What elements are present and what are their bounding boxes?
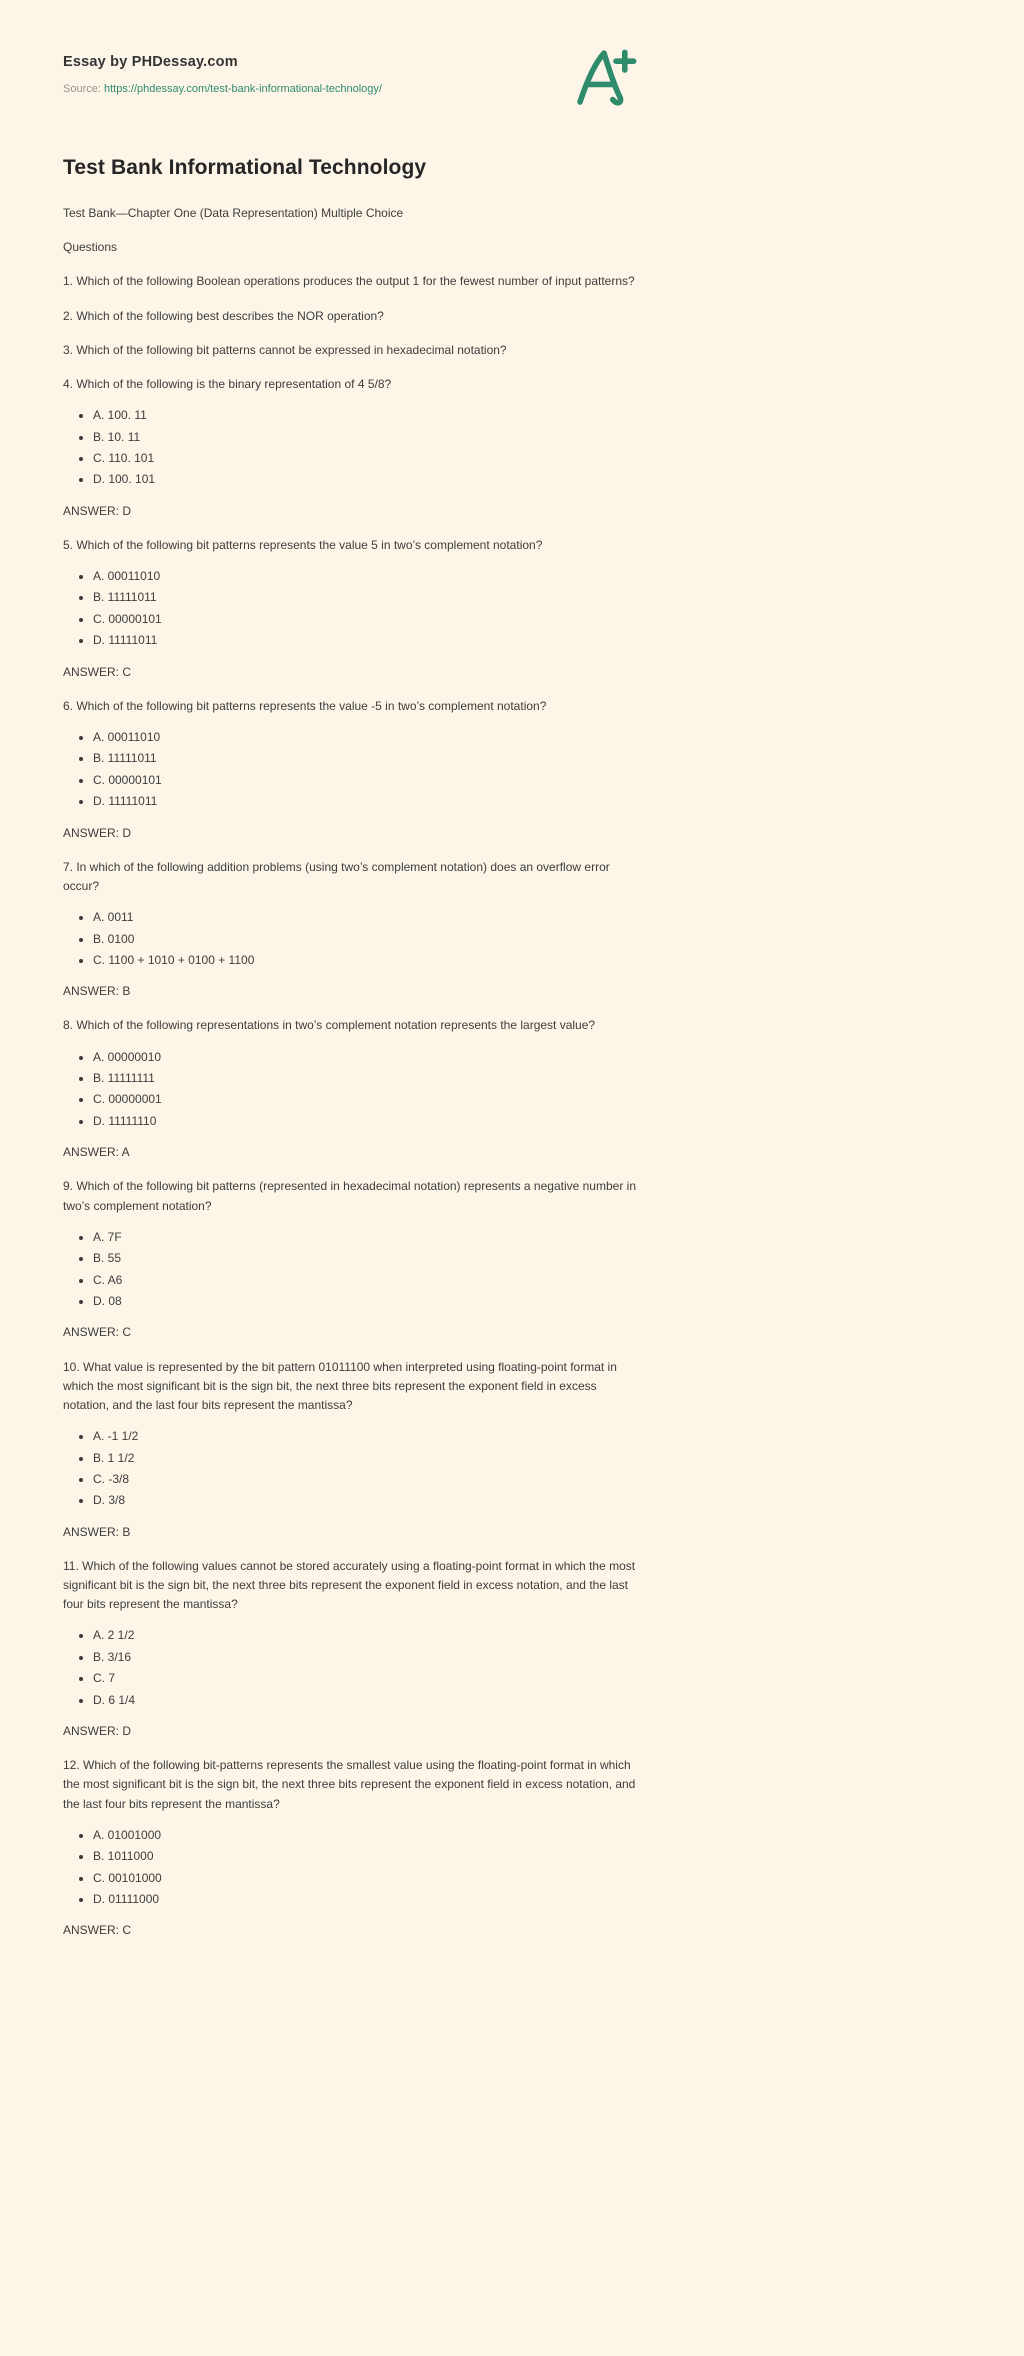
- option-item: • D. 6 1/4: [93, 1692, 643, 1709]
- option-item: • A. 7F: [93, 1229, 643, 1246]
- options-list: [63, 568, 643, 650]
- option-item: • B. 10. 11: [93, 429, 643, 446]
- option-item: • B. 11111111: [93, 1070, 643, 1087]
- option-item: • D. 08: [93, 1293, 643, 1310]
- question-text: 10. What value is represented by the bit pattern 01011100 when interpreted using floating-point format in which the most significant bit is the sign bit, the next three bits represent the exponent field in excess notation, and the last four bits represent the mantissa?: [63, 1359, 617, 1412]
- answer-text: ANSWER: B: [63, 1524, 131, 1539]
- phdessay-logo: [565, 46, 643, 110]
- option-item: • C. 1100 + 1010 + 0100 + 1100: [93, 952, 643, 969]
- options-list: [63, 1827, 643, 1909]
- option-item: • A. -1 1/2: [93, 1428, 643, 1445]
- option-item: • D. 01111000: [93, 1891, 643, 1908]
- option-item: • C. A6: [93, 1272, 643, 1289]
- source-link[interactable]: https://phdessay.com/test-bank-informational-technology/: [103, 83, 382, 95]
- option-item: • D. 11111011: [93, 632, 643, 649]
- option-item: • C. 00000101: [93, 772, 643, 789]
- option-item: • C. 00101000: [93, 1870, 643, 1887]
- option-item: • B. 11111011: [93, 589, 643, 606]
- option-item: • B. 55: [93, 1250, 643, 1267]
- option-item: • C. 00000001: [93, 1091, 643, 1108]
- option-item: • D. 11111110: [93, 1113, 643, 1130]
- option-item: • C. -3/8: [93, 1471, 643, 1488]
- option-item: • A. 00011010: [93, 729, 643, 746]
- answer-text: ANSWER: D: [63, 1723, 132, 1738]
- option-item: • A. 0011: [93, 909, 643, 926]
- option-item: • C. 7: [93, 1670, 643, 1687]
- answer-text: ANSWER: D: [63, 503, 132, 518]
- chapter-subtitle: Test Bank—Chapter One (Data Representation) Multiple Choice: [63, 206, 404, 220]
- question-text: 11. Which of the following values cannot be stored accurately using a floating-point format in which the most significant bit is the sign bit, the next three bits represent the exponent field in excess notation, and the last four bits represent the mantissa?: [63, 1558, 636, 1612]
- option-item: • B. 3/16: [93, 1649, 643, 1666]
- option-item: • C. 110. 101: [93, 450, 643, 467]
- page-title: Test Bank Informational Technology: [63, 156, 427, 179]
- a-plus-logo-icon: [565, 46, 643, 110]
- essay-byline-title: Essay by PHDessay.com: [63, 54, 238, 70]
- question-text: 1. Which of the following Boolean operations produces the output 1 for the fewest number of input patterns?: [63, 274, 635, 289]
- question-text: 6. Which of the following bit patterns represents the value -5 in two’s complement notation?: [63, 698, 547, 713]
- option-item: • B. 0100: [93, 931, 643, 948]
- header-text-block: [63, 46, 382, 95]
- options-list: [63, 1428, 643, 1510]
- question-text: 7. In which of the following addition problems (using two’s complement notation) does an overflow error occur?: [63, 859, 610, 893]
- options-list: [63, 909, 643, 969]
- question-text: 9. Which of the following bit patterns (represented in hexadecimal notation) represents a negative number in two’s complement notation?: [63, 1179, 636, 1213]
- options-list: [63, 1229, 643, 1311]
- option-item: • B. 1011000: [93, 1848, 643, 1865]
- answer-text: ANSWER: C: [63, 1923, 132, 1938]
- source-line: [63, 83, 382, 95]
- answer-text: ANSWER: B: [63, 984, 131, 999]
- answer-text: ANSWER: C: [63, 664, 132, 679]
- answer-text: ANSWER: C: [63, 1325, 132, 1340]
- options-list: [63, 1627, 643, 1709]
- question-text: 5. Which of the following bit patterns represents the value 5 in two’s complement notation?: [63, 537, 543, 552]
- question-text: 12. Which of the following bit-patterns represents the smallest value using the floating-point format in which the most significant bit is the sign bit, the next three bits represent the exponent field in excess notation, and the last four bits represent the mantissa?: [63, 1758, 636, 1811]
- option-item: • A. 100. 11: [93, 407, 643, 424]
- question-text: 8. Which of the following representations in two’s complement notation represents the largest value?: [63, 1018, 596, 1033]
- question-text: 3. Which of the following bit patterns cannot be expressed in hexadecimal notation?: [63, 342, 507, 357]
- source-label: Source:: [63, 83, 101, 95]
- document-header: [63, 46, 643, 110]
- question-text: 4. Which of the following is the binary representation of 4 5/8?: [63, 376, 392, 391]
- option-item: • A. 2 1/2: [93, 1627, 643, 1644]
- question-text: 2. Which of the following best describes the NOR operation?: [63, 308, 384, 323]
- options-list: [63, 729, 643, 811]
- option-item: • B. 1 1/2: [93, 1450, 643, 1467]
- option-item: • D. 100. 101: [93, 471, 643, 488]
- questions-label: Questions: [63, 240, 118, 255]
- options-list: [63, 1049, 643, 1131]
- option-item: • D. 11111011: [93, 793, 643, 810]
- answer-text: ANSWER: D: [63, 825, 132, 840]
- option-item: • A. 01001000: [93, 1827, 643, 1844]
- option-item: • B. 11111011: [93, 750, 643, 767]
- option-item: • A. 00011010: [93, 568, 643, 585]
- options-list: [63, 407, 643, 489]
- option-item: • D. 3/8: [93, 1492, 643, 1509]
- option-item: • A. 00000010: [93, 1049, 643, 1066]
- answer-text: ANSWER: A: [63, 1145, 130, 1160]
- option-item: • C. 00000101: [93, 611, 643, 628]
